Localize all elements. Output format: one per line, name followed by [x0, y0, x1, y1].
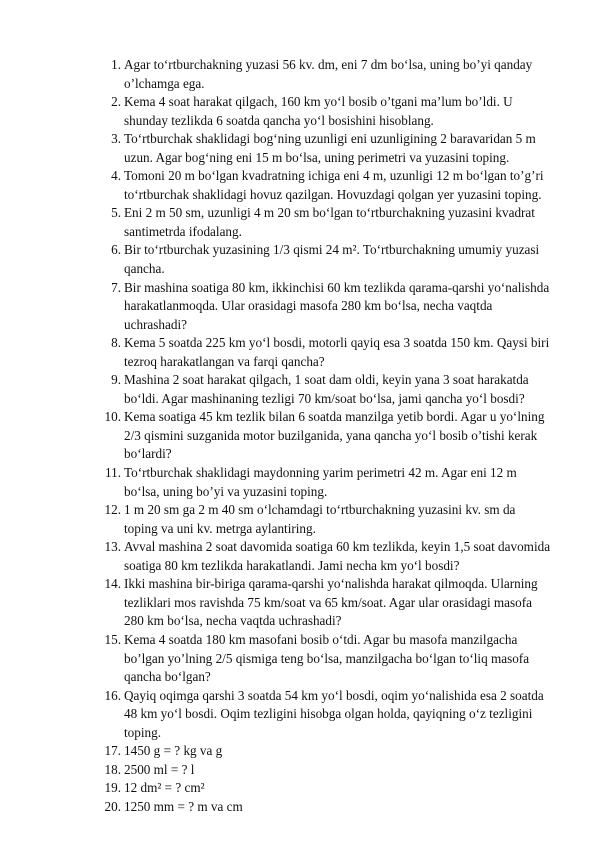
problem-item: [100, 538, 552, 575]
problem-number: 11.: [105, 465, 121, 481]
problem-text: 1450 g = ? kg va g: [124, 743, 223, 759]
problem-number: 1.: [111, 57, 121, 72]
problem-number: 6.: [111, 242, 121, 258]
problem-text: Tomoni 20 m bo‘lgan kvadratning ichiga eni 4 m, uzunligi 12 m bo‘lgan to’g’ri to‘rtburchak shaklidagi hovuz qazilgan. Hovuzdagi qolgan yer yuzasini toping.: [124, 168, 544, 202]
problem-text: 1 m 20 sm ga 2 m 40 sm o‘lchamdagi to‘rtburchakning yuzasini kv. sm da toping va uni kv. metrga aylantiring.: [124, 502, 516, 536]
problem-item: [100, 464, 552, 501]
problem-item: [100, 334, 552, 371]
problem-number: 18.: [104, 761, 121, 777]
problem-text: 12 dm² = ? cm²: [124, 780, 205, 796]
problem-item: [100, 56, 552, 93]
problem-item: [100, 279, 552, 335]
problem-item: [100, 130, 552, 167]
problem-number: 13.: [104, 539, 121, 555]
problem-list: [100, 56, 552, 816]
problem-item: [100, 93, 552, 130]
problem-text: Qayiq oqimga qarshi 3 soatda 54 km yo‘l bosdi, oqim yo‘nalishida esa 2 soatda 48 km yo‘l bosdi. Oqim tezligini hisobga olgan holda, qayiqning o‘z tezligini toping.: [124, 687, 544, 740]
problem-item: [100, 167, 552, 204]
problem-number: 20.: [104, 798, 121, 814]
problem-text: Bir mashina soatiga 80 km, ikkinchisi 60 km tezlikda qarama-qarshi yo‘nalishda harakatlanmoqda. Ular orasidagi masofa 280 km bo‘lsa, necha vaqtda uchrashadi?: [124, 279, 550, 332]
problem-number: 10.: [104, 409, 121, 425]
problem-text: Ikki mashina bir-biriga qarama-qarshi yo‘nalishda harakat qilmoqda. Ularning tezliklari mos ravishda 75 km/soat va 65 km/soat. Agar ular orasidagi masofa 280 km bo‘lsa, necha vaqtda uchrashadi?: [124, 576, 538, 629]
problem-text: Kema 4 soatda 180 km masofani bosib o‘tdi. Agar bu masofa manzilgacha bo’lgan yo’lning 2/5 qismiga teng bo‘lsa, manzilgacha bo‘lgan to‘liq masofa qancha bo‘lgan?: [124, 631, 530, 685]
problem-number: 7.: [111, 279, 121, 295]
problem-number: 17.: [104, 743, 121, 759]
problem-text: Kema soatiga 45 km tezlik bilan 6 soatda manzilga yetib bordi. Agar u yo‘lning 2/3 qismini suzganida motor buzilganida, yana qancha yo‘l bosib o’tishi kerak bo‘lardi?: [124, 409, 545, 462]
problem-text: Eni 2 m 50 sm, uzunligi 4 m 20 sm bo‘lgan to‘rtburchakning yuzasini kvadrat santimetrda ifodalang.: [124, 205, 535, 239]
problem-number: 5.: [111, 205, 121, 221]
problem-number: 3.: [111, 131, 121, 147]
problem-text: 2500 ml = ? l: [124, 761, 195, 777]
problem-item: [100, 687, 552, 743]
problem-text: Bir to‘rtburchak yuzasining 1/3 qismi 24 m². To‘rtburchakning umumiy yuzasi qancha.: [124, 242, 540, 277]
problem-text: Kema 4 soat harakat qilgach, 160 km yo‘l bosib o’tgani ma’lum bo’ldi. U shunday tezlikda 6 soatda qancha yo‘l bosishini hisoblang.: [124, 94, 513, 128]
problem-text: To‘rtburchak shaklidagi bog‘ning uzunligi eni uzunligining 2 baravaridan 5 m uzun. Agar bog‘ning eni 15 m bo‘lsa, uning perimetri va yuzasini toping.: [124, 131, 536, 165]
problem-item: [100, 631, 552, 687]
problem-number: 12.: [104, 502, 121, 518]
problem-number: 4.: [111, 168, 121, 184]
problem-item: [100, 204, 552, 241]
problem-number: 14.: [104, 576, 121, 592]
problem-item: [100, 575, 552, 631]
problem-text: Mashina 2 soat harakat qilgach, 1 soat dam oldi, keyin yana 3 soat harakatda bo‘ldi. Agar mashinaning tezligi 70 km/soat bo‘lsa, jami qancha yo‘l bosdi?: [124, 372, 529, 406]
problem-item: [100, 779, 552, 798]
problem-text: Agar to‘rtburchakning yuzasi 56 kv. dm, eni 7 dm bo‘lsa, uning bo’yi qanday o’lchamga ega.: [124, 57, 533, 91]
problem-number: 8.: [111, 335, 121, 351]
problem-number: 9.: [111, 372, 121, 388]
problem-item: [100, 742, 552, 761]
problem-number: 2.: [111, 94, 121, 110]
problem-number: 19.: [104, 780, 121, 796]
problem-number: 16.: [104, 687, 121, 703]
problem-item: [100, 501, 552, 538]
problem-item: [100, 798, 552, 817]
problem-text: 1250 mm = ? m va cm: [124, 798, 243, 814]
problem-item: [100, 761, 552, 780]
problem-item: [100, 241, 552, 278]
problem-item: [100, 408, 552, 464]
problem-item: [100, 371, 552, 408]
problem-text: Avval mashina 2 soat davomida soatiga 60 km tezlikda, keyin 1,5 soat davomida soatiga 80 km tezlikda harakatlandi. Jami necha km yo‘l bosdi?: [124, 539, 551, 573]
problem-text: To‘rtburchak shaklidagi maydonning yarim perimetri 42 m. Agar eni 12 m bo‘lsa, uning bo’yi va yuzasini toping.: [124, 465, 517, 499]
problem-text: Kema 5 soatda 225 km yo‘l bosdi, motorli qayiq esa 3 soatda 150 km. Qaysi biri tezroq harakatlangan va farqi qancha?: [124, 335, 550, 369]
problem-number: 15.: [104, 631, 121, 647]
